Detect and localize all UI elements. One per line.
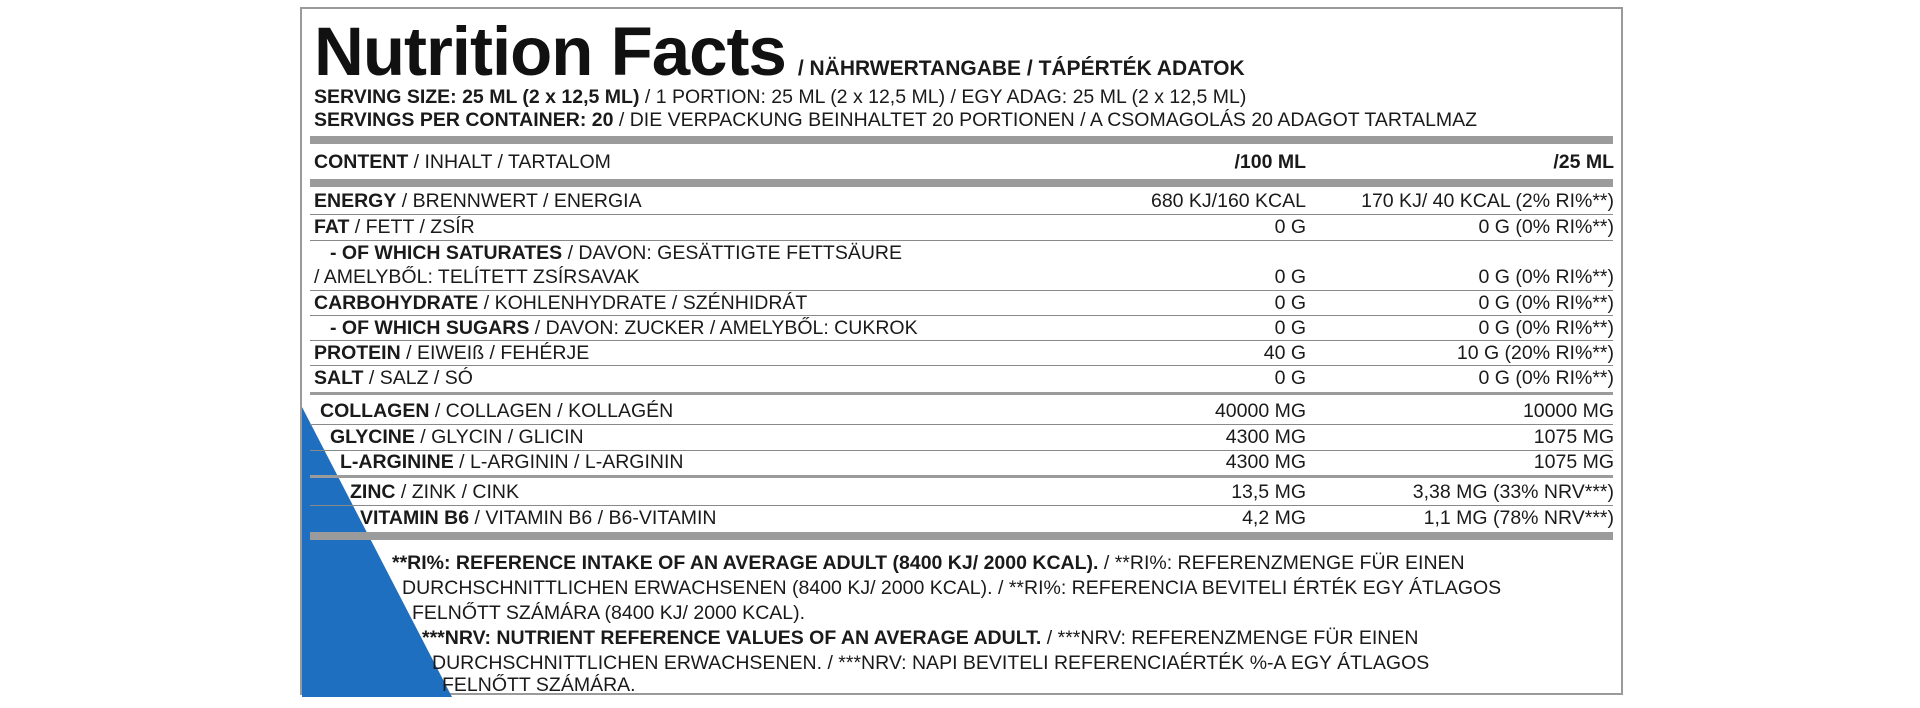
nutrient-label bbox=[360, 506, 716, 530]
value-per100: 4300 MG bbox=[1225, 426, 1306, 448]
corner-brand-text: LIVE bbox=[231, 554, 300, 708]
content-header-bold: CONTENT bbox=[314, 151, 409, 173]
servings-label: SERVINGS PER CONTAINER: 20 bbox=[314, 109, 614, 131]
nutrient-translations: / VITAMIN B6 / B6-VITAMIN bbox=[469, 507, 717, 529]
footnote-ri-line2: DURCHSCHNITTLICHEN ERWACHSENEN (8400 KJ/ 2000 KCAL). / **RI%: REFERENCIA BEVITELI ÉRTÉK EGY ÁTLAGOS bbox=[402, 577, 1502, 599]
nutrient-label bbox=[314, 291, 807, 315]
value-per100: 0 G bbox=[1274, 367, 1306, 389]
serving-size-translations: / 1 PORTION: 25 ML (2 x 12,5 ML) / EGY ADAG: 25 ML (2 x 12,5 ML) bbox=[639, 86, 1247, 108]
nutrient-translations: / FETT / ZSÍR bbox=[349, 216, 475, 238]
nutrient-row-energy bbox=[314, 189, 1614, 213]
nutrient-translations: / KOHLENHYDRATE / SZÉNHIDRÁT bbox=[478, 292, 808, 314]
nutrient-translations: / L-ARGININ / L-ARGININ bbox=[453, 451, 684, 473]
nutrient-name: GLYCINE bbox=[330, 426, 415, 448]
servings-translations: / DIE VERPACKUNG BEINHALTET 20 PORTIONEN / A CSOMAGOLÁS 20 ADAGOT TARTALMAZ bbox=[613, 109, 1478, 131]
per100-header: /100 ML bbox=[1234, 151, 1306, 173]
column-header-row bbox=[314, 150, 1614, 174]
value-per100: 680 KJ/160 KCAL bbox=[1150, 190, 1306, 212]
nutrition-facts-panel bbox=[231, 7, 1623, 708]
footnote-nrv-line1 bbox=[422, 626, 1418, 651]
value-per25: 0 G (0% RI%**) bbox=[1478, 317, 1614, 339]
nutrient-label bbox=[314, 341, 589, 365]
nutrient-label bbox=[330, 316, 918, 340]
nutrient-row-protein bbox=[314, 341, 1614, 365]
divider-thick bbox=[310, 179, 1613, 187]
value-per25: 3,38 MG (33% NRV***) bbox=[1412, 481, 1614, 503]
nutrient-row-fat bbox=[314, 215, 1614, 239]
nutrient-name: SALT bbox=[314, 367, 364, 389]
divider-thin bbox=[310, 475, 1613, 478]
value-per25: 0 G (0% RI%**) bbox=[1478, 292, 1614, 314]
servings-per-container-line bbox=[314, 109, 1477, 132]
footnote-ri-line3: FELNŐTT SZÁMÁRA (8400 KJ/ 2000 KCAL). bbox=[412, 602, 806, 624]
content-header bbox=[314, 150, 611, 174]
nutrient-translations: / COLLAGEN / KOLLAGÉN bbox=[429, 400, 674, 422]
value-per25: 1075 MG bbox=[1533, 451, 1614, 473]
title-translations: / NÄHRWERTANGABE / TÁPÉRTÉK ADATOK bbox=[797, 57, 1245, 80]
footnote-ri-text: / **RI%: REFERENZMENGE FÜR EINEN bbox=[1098, 552, 1465, 574]
nutrient-translations: / BRENNWERT / ENERGIA bbox=[396, 190, 642, 212]
nutrient-name: FAT bbox=[314, 216, 350, 238]
nutrient-label bbox=[330, 425, 584, 449]
nutrient-row-carbohydrate bbox=[314, 291, 1614, 315]
value-per100: 0 G bbox=[1274, 216, 1306, 238]
per25-header: /25 ML bbox=[1553, 151, 1614, 173]
nutrient-name: - OF WHICH SATURATES bbox=[330, 242, 563, 264]
nutrient-translations: / DAVON: ZUCKER / AMELYBŐL: CUKROK bbox=[529, 317, 918, 339]
value-per100: 40000 MG bbox=[1214, 400, 1306, 422]
nutrient-translations: / ZINK / CINK bbox=[395, 481, 520, 503]
nutrient-label bbox=[314, 366, 473, 390]
nutrient-row-vitamin-b6 bbox=[314, 506, 1614, 530]
value-per100: 0 G bbox=[1274, 266, 1306, 288]
nutrient-label bbox=[350, 480, 519, 504]
content-header-translations: / INHALT / TARTALOM bbox=[408, 151, 611, 173]
footnote-ri-bold: **RI%: REFERENCE INTAKE OF AN AVERAGE ADULT (8400 KJ/ 2000 KCAL). bbox=[392, 552, 1099, 574]
footnote-ri-line1 bbox=[392, 551, 1465, 576]
nutrient-translations: / SALZ / SÓ bbox=[363, 367, 473, 389]
nutrient-row-collagen bbox=[314, 399, 1614, 423]
nutrient-label bbox=[314, 265, 639, 289]
nutrient-name: VITAMIN B6 bbox=[360, 507, 470, 529]
nutrient-row-l-arginine bbox=[314, 450, 1614, 474]
nutrient-label bbox=[314, 215, 475, 239]
value-per100: 4,2 MG bbox=[1242, 507, 1306, 529]
value-per25: 10000 MG bbox=[1522, 400, 1614, 422]
value-per25: 0 G (0% RI%**) bbox=[1478, 266, 1614, 288]
value-per25: 1,1 MG (78% NRV***) bbox=[1423, 507, 1614, 529]
title-row bbox=[314, 13, 1245, 90]
footnote-nrv-line2: DURCHSCHNITTLICHEN ERWACHSENEN. / ***NRV: NAPI BEVITELI REFERENCIAÉRTÉK %-A EGY ÁTLAGOS bbox=[432, 652, 1430, 674]
value-per25: 0 G (0% RI%**) bbox=[1478, 367, 1614, 389]
nutrient-row-saturates-cont bbox=[314, 265, 1614, 289]
nutrient-label bbox=[314, 189, 642, 213]
footnote-nrv-text: / ***NRV: REFERENZMENGE FÜR EINEN bbox=[1041, 627, 1419, 649]
nutrient-name: CARBOHYDRATE bbox=[314, 292, 479, 314]
value-per25: 0 G (0% RI%**) bbox=[1478, 216, 1614, 238]
serving-size-line bbox=[314, 86, 1246, 109]
value-per100: 13,5 MG bbox=[1231, 481, 1306, 503]
value-per100: 0 G bbox=[1274, 317, 1306, 339]
nutrient-name: ZINC bbox=[350, 481, 396, 503]
nutrient-translations: / AMELYBŐL: TELÍTETT ZSÍRSAVAK bbox=[314, 266, 640, 288]
nutrient-row-sugars bbox=[314, 316, 1614, 340]
nutrient-name: ENERGY bbox=[314, 190, 397, 212]
value-per100: 4300 MG bbox=[1225, 451, 1306, 473]
serving-size-label: SERVING SIZE: 25 ML (2 x 12,5 ML) bbox=[314, 86, 640, 108]
divider-thin bbox=[310, 392, 1613, 395]
nutrient-translations: / EIWEIß / FEHÉRJE bbox=[400, 342, 590, 364]
nutrient-name: - OF WHICH SUGARS bbox=[330, 317, 530, 339]
nutrient-name: COLLAGEN bbox=[320, 400, 430, 422]
value-per25: 1075 MG bbox=[1533, 426, 1614, 448]
value-per25: 10 G (20% RI%**) bbox=[1456, 342, 1614, 364]
nutrient-label bbox=[330, 241, 902, 265]
value-per100: 40 G bbox=[1263, 342, 1306, 364]
nutrient-row-salt bbox=[314, 366, 1614, 390]
nutrient-translations: / GLYCIN / GLICIN bbox=[414, 426, 584, 448]
nutrient-name: L-ARGININE bbox=[340, 451, 454, 473]
nutrient-row-glycine bbox=[314, 425, 1614, 449]
divider-thick bbox=[310, 532, 1613, 540]
nutrient-row-saturates bbox=[314, 241, 1614, 265]
nutrient-label bbox=[320, 399, 673, 423]
footnote-nrv-line3: FELNŐTT SZÁMÁRA. bbox=[442, 674, 636, 696]
nutrient-row-zinc bbox=[314, 480, 1614, 504]
nutrient-name: PROTEIN bbox=[314, 342, 401, 364]
footnote-nrv-bold: ***NRV: NUTRIENT REFERENCE VALUES OF AN AVERAGE ADULT. bbox=[422, 627, 1042, 649]
value-per100: 0 G bbox=[1274, 292, 1306, 314]
nutrient-label bbox=[340, 450, 683, 474]
value-per25: 170 KJ/ 40 KCAL (2% RI%**) bbox=[1361, 190, 1614, 212]
page-title: Nutrition Facts bbox=[314, 13, 786, 90]
nutrient-translations: / DAVON: GESÄTTIGTE FETTSÄURE bbox=[562, 242, 903, 264]
divider-thick bbox=[310, 136, 1613, 144]
